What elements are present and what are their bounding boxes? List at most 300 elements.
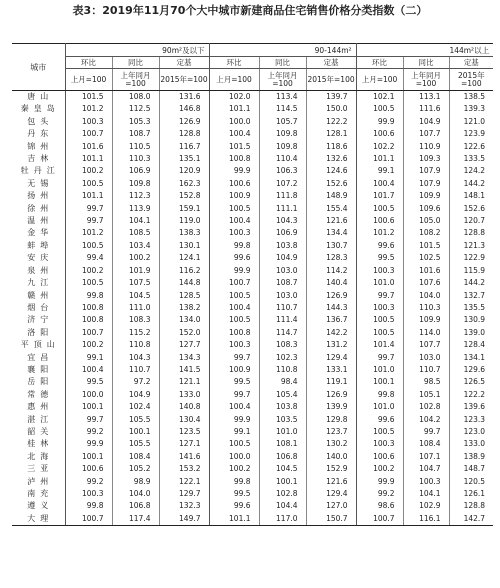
index-value: 148.1 — [463, 191, 486, 201]
index-value: 104.5 — [112, 290, 159, 302]
index-value: 159.1 — [159, 203, 209, 215]
index-value: 103.0 — [403, 352, 449, 364]
table-row — [12, 277, 493, 289]
index-value: 100.1 — [259, 476, 306, 488]
index-value: 118.6 — [306, 141, 356, 153]
index-value: 99.8 — [65, 290, 112, 302]
index-value: 100.3 — [356, 438, 403, 450]
index-value: 107.9 — [403, 178, 449, 190]
index-value: 121.0 — [463, 116, 486, 126]
index-value: 104.3 — [259, 215, 306, 227]
table-row — [12, 141, 493, 153]
index-value: 101.0 — [356, 364, 403, 376]
index-value: 102.3 — [259, 352, 306, 364]
index-value: 128.8 — [159, 128, 209, 140]
index-value: 110.7 — [259, 302, 306, 314]
table-row — [12, 314, 493, 326]
city-name: 徐州 — [12, 203, 65, 215]
index-value: 144.2 — [463, 278, 486, 288]
table-row — [12, 252, 493, 264]
index-value: 100.3 — [356, 265, 403, 277]
table-row — [12, 364, 493, 376]
table-row — [12, 165, 493, 177]
index-value: 114.0 — [403, 327, 449, 339]
index-value: 101.5 — [403, 240, 449, 252]
index-value: 117.4 — [112, 513, 159, 526]
index-value: 108.0 — [112, 91, 159, 104]
table-row — [12, 327, 493, 339]
index-value: 100.5 — [356, 314, 403, 326]
index-value: 106.8 — [259, 451, 306, 463]
index-value: 100.6 — [65, 463, 112, 475]
index-value: 100.4 — [209, 401, 259, 413]
base-header-mom: 上月=100 — [209, 69, 259, 91]
index-value: 105.5 — [112, 414, 159, 426]
index-value: 123.7 — [306, 426, 356, 438]
index-value: 110.8 — [112, 339, 159, 351]
index-value: 134.1 — [463, 352, 486, 362]
index-value: 121.6 — [306, 215, 356, 227]
index-value: 123.5 — [159, 426, 209, 438]
index-value: 102.8 — [259, 488, 306, 500]
index-value: 131.2 — [306, 339, 356, 351]
index-value: 109.8 — [259, 141, 306, 153]
index-value: 104.0 — [112, 488, 159, 500]
table-row — [12, 91, 493, 104]
index-value: 106.9 — [112, 165, 159, 177]
index-value: 99.5 — [209, 376, 259, 388]
index-value: 107.5 — [112, 277, 159, 289]
index-value: 136.7 — [306, 314, 356, 326]
index-value: 100.2 — [65, 165, 112, 177]
index-value: 111.6 — [403, 103, 449, 115]
index-value: 99.6 — [209, 500, 259, 512]
index-value: 100.5 — [209, 290, 259, 302]
index-value: 126.9 — [306, 389, 356, 401]
index-value: 107.7 — [403, 128, 449, 140]
index-value: 99.9 — [209, 414, 259, 426]
index-value: 115.2 — [112, 327, 159, 339]
index-value: 108.7 — [259, 277, 306, 289]
city-name: 大理 — [12, 513, 65, 526]
table-row — [12, 128, 493, 140]
table-row — [12, 426, 493, 438]
table-row — [12, 438, 493, 450]
index-value: 99.7 — [356, 290, 403, 302]
city-name: 安庆 — [12, 252, 65, 264]
index-value: 107.7 — [403, 339, 449, 351]
index-value: 101.7 — [356, 190, 403, 202]
index-value: 99.7 — [65, 414, 112, 426]
city-column-header: 城市 — [12, 44, 65, 91]
index-value: 99.5 — [65, 376, 112, 388]
table-row — [12, 451, 493, 463]
index-value: 152.6 — [306, 178, 356, 190]
index-value: 101.2 — [356, 227, 403, 239]
index-value: 101.1 — [209, 103, 259, 115]
index-value: 144.2 — [463, 178, 486, 188]
index-value: 102.4 — [112, 401, 159, 413]
city-name: 温州 — [12, 215, 65, 227]
index-value: 99.6 — [209, 252, 259, 264]
index-value: 100.8 — [65, 314, 112, 326]
index-value: 152.9 — [306, 463, 356, 475]
index-value: 127.1 — [159, 438, 209, 450]
index-value: 138.9 — [463, 451, 486, 461]
index-value: 135.1 — [159, 153, 209, 165]
index-value: 100.5 — [65, 277, 112, 289]
index-value: 104.4 — [259, 500, 306, 512]
index-value: 105.1 — [403, 389, 449, 401]
index-value: 99.9 — [356, 476, 403, 488]
index-value: 104.0 — [403, 290, 449, 302]
sub-header-mom: 环比 — [209, 57, 259, 69]
index-value: 104.9 — [112, 389, 159, 401]
index-value: 100.5 — [356, 203, 403, 215]
index-value: 100.7 — [65, 327, 112, 339]
index-value: 116.1 — [403, 513, 449, 526]
base-header-yoy: 上年同月=100 — [403, 69, 449, 91]
city-name: 济宁 — [12, 314, 65, 326]
index-value: 134.3 — [159, 352, 209, 364]
index-value: 98.9 — [112, 476, 159, 488]
index-value: 144.8 — [159, 277, 209, 289]
index-value: 100.8 — [209, 153, 259, 165]
index-value: 101.2 — [65, 103, 112, 115]
table-row — [12, 339, 493, 351]
index-value: 100.4 — [65, 364, 112, 376]
city-name: 扬州 — [12, 190, 65, 202]
index-value: 129.4 — [306, 352, 356, 364]
index-value: 162.3 — [159, 178, 209, 190]
index-value: 152.8 — [159, 190, 209, 202]
index-value: 112.5 — [112, 103, 159, 115]
index-value: 101.1 — [209, 513, 259, 526]
index-value: 152.0 — [159, 327, 209, 339]
sub-header-base: 定基 — [449, 57, 493, 69]
group-header-large: 144m²以上 — [356, 44, 493, 57]
index-value: 126.5 — [463, 377, 486, 387]
index-value: 122.1 — [159, 476, 209, 488]
index-value: 150.7 — [306, 513, 356, 526]
index-value: 108.5 — [112, 227, 159, 239]
base-header-mom: 上月=100 — [65, 69, 112, 91]
index-value: 101.6 — [403, 265, 449, 277]
index-value: 124.2 — [463, 166, 486, 176]
index-value: 103.0 — [259, 265, 306, 277]
index-value: 100.0 — [65, 389, 112, 401]
index-value: 100.7 — [65, 513, 112, 526]
city-name: 桂林 — [12, 438, 65, 450]
index-value: 120.9 — [159, 165, 209, 177]
index-value: 100.1 — [65, 451, 112, 463]
index-value: 105.2 — [112, 463, 159, 475]
index-value: 130.4 — [159, 414, 209, 426]
city-name: 泉州 — [12, 265, 65, 277]
index-value: 135.5 — [463, 302, 486, 312]
index-value: 133.5 — [463, 154, 486, 164]
index-value: 114.2 — [306, 265, 356, 277]
index-value: 109.8 — [259, 128, 306, 140]
index-value: 102.5 — [403, 252, 449, 264]
index-value: 103.0 — [259, 290, 306, 302]
index-value: 100.0 — [209, 451, 259, 463]
index-value: 106.8 — [112, 500, 159, 512]
city-name: 三亚 — [12, 463, 65, 475]
city-name: 无锡 — [12, 178, 65, 190]
index-value: 140.8 — [159, 401, 209, 413]
index-value: 109.9 — [403, 314, 449, 326]
index-value: 128.1 — [306, 128, 356, 140]
index-value: 134.4 — [306, 227, 356, 239]
index-value: 99.7 — [356, 352, 403, 364]
index-value: 139.3 — [463, 104, 486, 114]
index-value: 119.1 — [306, 376, 356, 388]
index-value: 128.4 — [463, 340, 486, 350]
index-value: 127.7 — [159, 339, 209, 351]
table-row — [12, 401, 493, 413]
index-value: 105.4 — [259, 389, 306, 401]
index-value: 102.1 — [356, 91, 403, 104]
city-name: 唐山 — [12, 91, 65, 104]
base-header-yoy: 上年同月=100 — [112, 69, 159, 91]
index-value: 100.6 — [209, 178, 259, 190]
index-value: 99.8 — [65, 500, 112, 512]
index-value: 100.2 — [112, 252, 159, 264]
index-value: 104.3 — [112, 352, 159, 364]
index-value: 99.8 — [356, 389, 403, 401]
index-value: 127.0 — [306, 500, 356, 512]
index-value: 99.7 — [403, 426, 449, 438]
index-value: 100.0 — [209, 116, 259, 128]
index-value: 99.1 — [356, 165, 403, 177]
index-value: 110.7 — [112, 364, 159, 376]
index-value: 110.5 — [112, 141, 159, 153]
index-value: 99.2 — [65, 476, 112, 488]
index-value: 109.8 — [112, 178, 159, 190]
index-value: 153.2 — [159, 463, 209, 475]
index-value: 99.9 — [65, 438, 112, 450]
sub-header-mom: 环比 — [356, 57, 403, 69]
index-value: 128.3 — [306, 252, 356, 264]
index-value: 124.1 — [159, 252, 209, 264]
index-value: 130.9 — [463, 315, 486, 325]
base-header-fixed: 2015年=100 — [449, 69, 493, 91]
index-value: 102.9 — [403, 500, 449, 512]
city-name: 秦皇岛 — [12, 103, 65, 115]
table-body — [12, 91, 493, 526]
index-value: 122.6 — [463, 141, 486, 151]
index-value: 111.4 — [259, 314, 306, 326]
table-row — [12, 116, 493, 128]
index-value: 99.9 — [356, 116, 403, 128]
table-row — [12, 227, 493, 239]
index-value: 105.5 — [112, 438, 159, 450]
index-value: 104.1 — [112, 215, 159, 227]
index-value: 99.8 — [209, 476, 259, 488]
table-row — [12, 290, 493, 302]
index-value: 112.3 — [112, 190, 159, 202]
table-row — [12, 103, 493, 115]
index-value: 101.4 — [356, 339, 403, 351]
index-value: 144.3 — [306, 302, 356, 314]
index-value: 100.5 — [65, 178, 112, 190]
index-value: 141.5 — [159, 364, 209, 376]
sub-header-base: 定基 — [306, 57, 356, 69]
index-value: 122.2 — [306, 116, 356, 128]
index-value: 111.0 — [112, 302, 159, 314]
city-name: 惠州 — [12, 401, 65, 413]
index-value: 99.6 — [356, 414, 403, 426]
index-value: 132.7 — [463, 290, 486, 300]
index-value: 122.2 — [463, 389, 486, 399]
base-header-fixed: 2015年=100 — [306, 69, 356, 91]
index-value: 99.2 — [356, 488, 403, 500]
city-name: 烟台 — [12, 302, 65, 314]
index-value: 108.7 — [112, 128, 159, 140]
index-value: 150.0 — [306, 103, 356, 115]
index-value: 99.9 — [209, 265, 259, 277]
index-value: 101.1 — [65, 153, 112, 165]
index-value: 134.0 — [159, 314, 209, 326]
index-value: 107.6 — [403, 277, 449, 289]
sub-header-yoy: 同比 — [112, 57, 159, 69]
index-value: 130.1 — [159, 240, 209, 252]
table-row — [12, 203, 493, 215]
index-value: 121.3 — [463, 240, 486, 250]
table-row — [12, 376, 493, 388]
index-value: 114.5 — [259, 103, 306, 115]
index-value: 132.3 — [159, 500, 209, 512]
index-value: 114.7 — [259, 327, 306, 339]
table-row — [12, 488, 493, 500]
base-header-yoy: 上年同月=100 — [259, 69, 306, 91]
index-value: 146.8 — [159, 103, 209, 115]
index-value: 139.9 — [306, 401, 356, 413]
index-value: 101.0 — [356, 277, 403, 289]
table-row — [12, 302, 493, 314]
index-value: 103.5 — [259, 414, 306, 426]
index-value: 148.7 — [463, 464, 486, 474]
index-value: 100.5 — [209, 203, 259, 215]
index-value: 100.3 — [403, 476, 449, 488]
index-value: 138.2 — [159, 302, 209, 314]
index-value: 104.2 — [403, 414, 449, 426]
city-name: 包头 — [12, 116, 65, 128]
index-value: 100.8 — [65, 302, 112, 314]
city-name: 襄阳 — [12, 364, 65, 376]
index-value: 122.9 — [463, 253, 486, 263]
index-value: 128.8 — [463, 501, 486, 511]
index-value: 123.0 — [463, 426, 486, 436]
index-value: 102.8 — [403, 401, 449, 413]
index-value: 100.5 — [209, 314, 259, 326]
index-value: 107.2 — [259, 178, 306, 190]
index-value: 104.5 — [259, 463, 306, 475]
index-value: 116.2 — [159, 265, 209, 277]
index-value: 130.7 — [306, 240, 356, 252]
city-name: 泸州 — [12, 476, 65, 488]
index-value: 108.3 — [259, 339, 306, 351]
index-value: 100.6 — [356, 128, 403, 140]
index-value: 133.0 — [159, 389, 209, 401]
index-value: 140.0 — [306, 451, 356, 463]
index-value: 108.4 — [403, 438, 449, 450]
table-row — [12, 153, 493, 165]
index-value: 110.7 — [403, 364, 449, 376]
index-value: 101.0 — [356, 401, 403, 413]
index-value: 100.7 — [65, 128, 112, 140]
index-value: 126.9 — [159, 116, 209, 128]
city-name: 北海 — [12, 451, 65, 463]
index-value: 100.8 — [209, 327, 259, 339]
index-value: 128.5 — [159, 290, 209, 302]
index-value: 101.2 — [65, 227, 112, 239]
index-value: 113.4 — [259, 91, 306, 104]
index-value: 100.7 — [356, 513, 403, 526]
index-value: 139.6 — [463, 402, 486, 412]
city-name: 韶关 — [12, 426, 65, 438]
index-value: 103.4 — [112, 240, 159, 252]
index-value: 100.4 — [209, 302, 259, 314]
index-value: 100.1 — [65, 401, 112, 413]
index-value: 124.6 — [306, 165, 356, 177]
index-value: 100.4 — [356, 178, 403, 190]
index-value: 102.2 — [356, 141, 403, 153]
index-value: 128.8 — [463, 228, 486, 238]
city-name: 常德 — [12, 389, 65, 401]
index-value: 107.1 — [403, 451, 449, 463]
index-value: 142.7 — [449, 513, 493, 526]
index-value: 133.1 — [306, 364, 356, 376]
index-value: 121.6 — [306, 476, 356, 488]
index-value: 129.6 — [463, 364, 486, 374]
index-value: 99.1 — [65, 352, 112, 364]
index-value: 155.4 — [306, 203, 356, 215]
index-value: 100.6 — [356, 215, 403, 227]
index-value: 123.3 — [463, 414, 486, 424]
index-value: 113.9 — [112, 203, 159, 215]
index-value: 113.1 — [403, 91, 449, 104]
index-value: 149.7 — [159, 513, 209, 526]
index-value: 106.9 — [259, 227, 306, 239]
city-name: 遵义 — [12, 500, 65, 512]
index-value: 100.2 — [209, 463, 259, 475]
index-value: 100.7 — [209, 277, 259, 289]
index-value: 109.6 — [403, 203, 449, 215]
index-value: 100.2 — [65, 265, 112, 277]
table-row — [12, 240, 493, 252]
sub-header-mom: 环比 — [65, 57, 112, 69]
index-value: 129.7 — [159, 488, 209, 500]
base-header-mom: 上月=100 — [356, 69, 403, 91]
index-value: 98.5 — [403, 376, 449, 388]
index-value: 138.5 — [463, 92, 486, 101]
index-value: 99.5 — [209, 488, 259, 500]
index-value: 117.0 — [259, 513, 306, 526]
index-value: 108.1 — [259, 438, 306, 450]
index-value: 111.8 — [259, 190, 306, 202]
city-name: 南充 — [12, 488, 65, 500]
index-value: 98.6 — [356, 500, 403, 512]
index-value: 110.3 — [112, 153, 159, 165]
index-value: 97.2 — [112, 376, 159, 388]
index-value: 101.9 — [112, 265, 159, 277]
index-value: 105.7 — [259, 116, 306, 128]
index-value: 98.4 — [259, 376, 306, 388]
index-value: 111.1 — [259, 203, 306, 215]
index-value: 133.0 — [463, 439, 486, 449]
